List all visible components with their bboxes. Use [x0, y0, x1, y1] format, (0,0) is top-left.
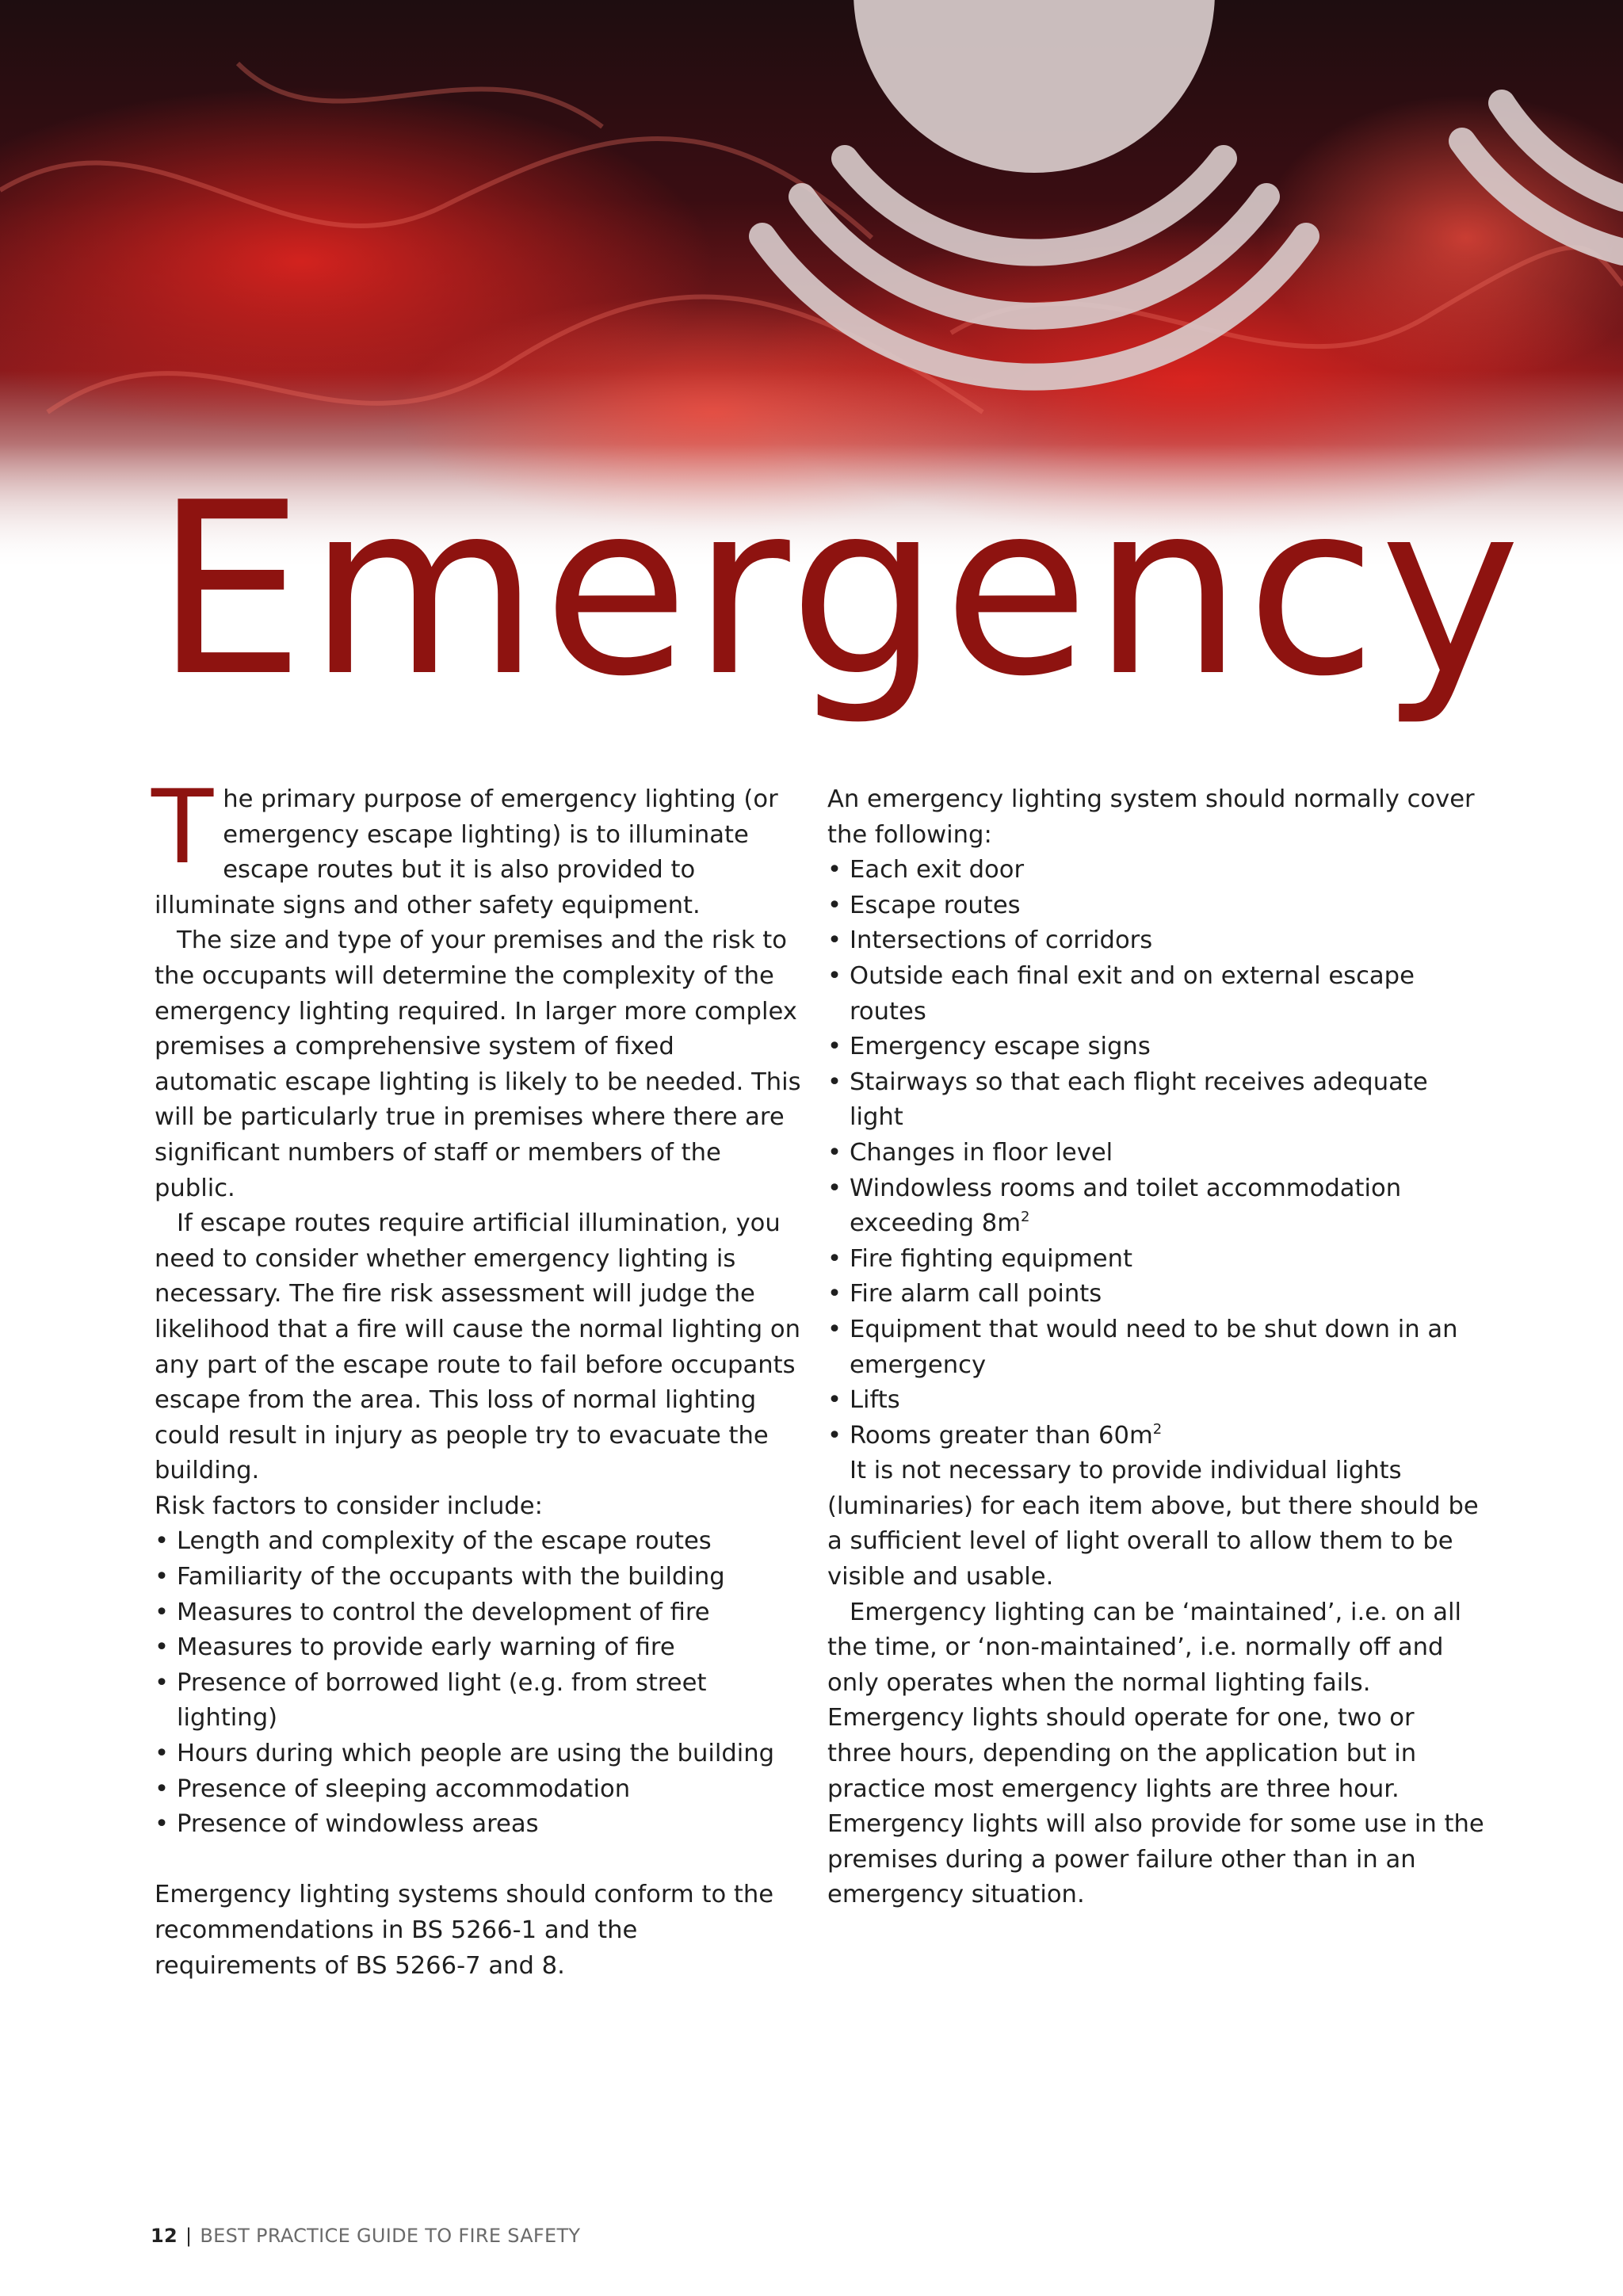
list-item: • Measures to control the development of fire: [155, 1595, 804, 1631]
superscript: 2: [1152, 1420, 1163, 1438]
page-title: Emergency: [155, 452, 1525, 728]
footer-separator: |: [185, 2225, 193, 2247]
list-item: • Presence of windowless areas: [155, 1807, 804, 1843]
list-item: • Fire alarm call points: [827, 1277, 1485, 1312]
list-item: • Fire fighting equipment: [827, 1242, 1485, 1278]
dropcap: T: [151, 769, 214, 887]
list-item: • Hours during which people are using the building: [155, 1736, 804, 1772]
left-column: [151, 769, 804, 1984]
list-item: • Equipment that would need to be shut down in an emergency: [827, 1312, 1485, 1383]
list-item: • Intersections of corridors: [827, 923, 1485, 959]
list-item: • Measures to provide early warning of fire: [155, 1630, 804, 1666]
individual-lights-paragraph: It is not necessary to provide individual lights (luminaries) for each item above, but there should be a sufficient level of light overall to allow them to be visible and usable.: [827, 1457, 1479, 1591]
list-item: • Changes in floor level: [827, 1136, 1485, 1171]
standards-paragraph: Emergency lighting systems should conform to the recommendations in BS 5266-1 and the requirements of BS 5266-7 and 8.: [155, 1881, 774, 1980]
coverage-intro: An emergency lighting system should normally cover the following:: [827, 785, 1475, 849]
escape-routes-paragraph: If escape routes require artificial illumination, you need to consider whether emergency lighting is necessary. The fire risk assessment will judge the likelihood that a fire will cause the normal lighting on any part of the escape route to fail before occupants escape from the area. This loss of normal lighting could result in injury as people try to evacuate the building.: [155, 1209, 800, 1485]
premises-paragraph: The size and type of your premises and the risk to the occupants will determine the complexity of the emergency lighting required. In larger more complex premises a comprehensive system of fixed automatic escape lighting is likely to be needed. This will be particularly true in premises where there are significant numbers of staff or members of the public.: [155, 926, 801, 1202]
list-item: • Length and complexity of the escape routes: [155, 1524, 804, 1560]
list-item: • Stairways so that each flight receives adequate light: [827, 1065, 1485, 1136]
page-number: 12: [151, 2225, 178, 2247]
list-item: • Emergency escape signs: [827, 1030, 1485, 1065]
superscript: 2: [1021, 1209, 1030, 1226]
risk-heading: Risk factors to consider include:: [155, 1492, 543, 1520]
list-item: • Rooms greater than $60m^2$: [827, 1419, 1485, 1454]
publication-title: BEST PRACTICE GUIDE TO FIRE SAFETY: [200, 2225, 581, 2247]
list-item: • Presence of sleeping accommodation: [155, 1772, 804, 1808]
list-item: • Escape routes: [827, 888, 1485, 924]
list-item: • Each exit door: [827, 853, 1485, 888]
list-item: • Windowless rooms and toilet accommodation exceeding $8m^2$: [827, 1171, 1485, 1242]
list-item: • Presence of borrowed light (e.g. from street lighting): [155, 1666, 804, 1736]
intro-paragraph: The primary purpose of emergency lighting (or emergency escape lighting) is to illuminate escape routes but it is also provided to illuminate signs and other safety equipment.: [151, 769, 778, 919]
risk-factor-list: [155, 1524, 804, 1842]
maintained-paragraph: Emergency lighting can be ‘maintained’, i.e. on all the time, or ‘non-maintained’, i.e. normally off and only operates when the normal lighting fails. Emergency lights should operate for one, two or three hours, depending on the application but in practice most emergency lights are three hour. Emergency lights will also provide for some use in the premises during a power failure other than in an emergency situation.: [827, 1598, 1484, 1909]
coverage-list: [827, 853, 1485, 1454]
list-item: • Familiarity of the occupants with the building: [155, 1560, 804, 1595]
list-item: • Lifts: [827, 1383, 1485, 1419]
list-item: • Outside each final exit and on external escape routes: [827, 959, 1485, 1030]
right-column: [827, 782, 1485, 1913]
page-footer: [151, 2225, 580, 2247]
